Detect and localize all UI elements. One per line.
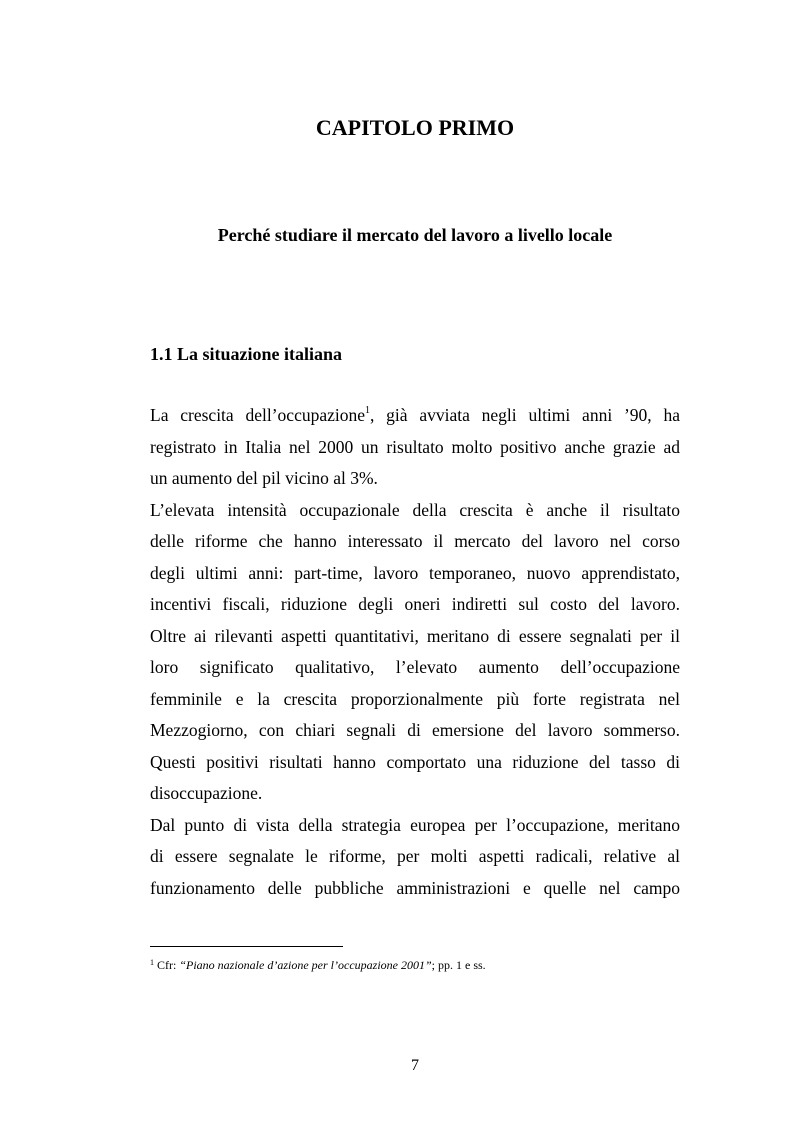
body-line: delle riforme che hanno interessato il mercato del lavoro nel corso xyxy=(150,531,680,551)
page-number: 7 xyxy=(411,1057,419,1074)
footnote-suffix: ; pp. 1 e ss. xyxy=(431,958,486,972)
chapter-subtitle: Perché studiare il mercato del lavoro a livello locale xyxy=(217,225,613,245)
chapter-title: CAPITOLO PRIMO xyxy=(315,115,515,140)
section-heading: 1.1 La situazione italiana xyxy=(150,344,343,364)
body-line: femminile e la crescita proporzionalmente più forte registrata nel xyxy=(150,688,680,709)
body-line: un aumento del pil vicino al 3%. xyxy=(150,468,378,488)
footnote-divider xyxy=(150,946,343,947)
body-line: incentivi fiscali, riduzione degli oneri indiretti sul costo del lavoro. xyxy=(150,594,680,614)
footnote xyxy=(150,957,486,973)
body-line: di essere segnalate le riforme, per molti aspetti radicali, relative al xyxy=(150,846,680,866)
body-line: funzionamento delle pubbliche amministrazioni e quelle nel campo xyxy=(150,877,680,898)
body-line: L’elevata intensità occupazionale della crescita è anche il risultato xyxy=(150,499,680,520)
body-line: Oltre ai rilevanti aspetti quantitativi, meritano di essere segnalati per il xyxy=(150,625,680,646)
body-line: Questi positivi risultati hanno comportato una riduzione del tasso di xyxy=(150,751,680,772)
body-line: Dal punto di vista della strategia europea per l’occupazione, meritano xyxy=(150,814,680,835)
body-text xyxy=(150,400,680,904)
body-line: Mezzogiorno, con chiari segnali di emersione del lavoro sommerso. xyxy=(150,720,680,740)
body-line: loro significato qualitativo, l’elevato aumento dell’occupazione xyxy=(150,657,680,677)
body-line: La crescita dell’occupazione$^1$, già avviata negli ultimi anni ’90, ha xyxy=(150,405,680,425)
body-line: degli ultimi anni: part-time, lavoro temporaneo, nuovo apprendistato, xyxy=(150,562,680,583)
footnote-number: 1 xyxy=(150,958,154,967)
footnote-prefix: Cfr: xyxy=(154,958,180,972)
footnote-reference[interactable]: 1 xyxy=(365,405,370,416)
body-line: disoccupazione. xyxy=(150,783,263,803)
body-line: registrato in Italia nel 2000 un risultato molto positivo anche grazie ad xyxy=(150,436,680,457)
footnote-citation-title: “Piano nazionale d’azione per l’occupazione 2001” xyxy=(179,958,432,972)
